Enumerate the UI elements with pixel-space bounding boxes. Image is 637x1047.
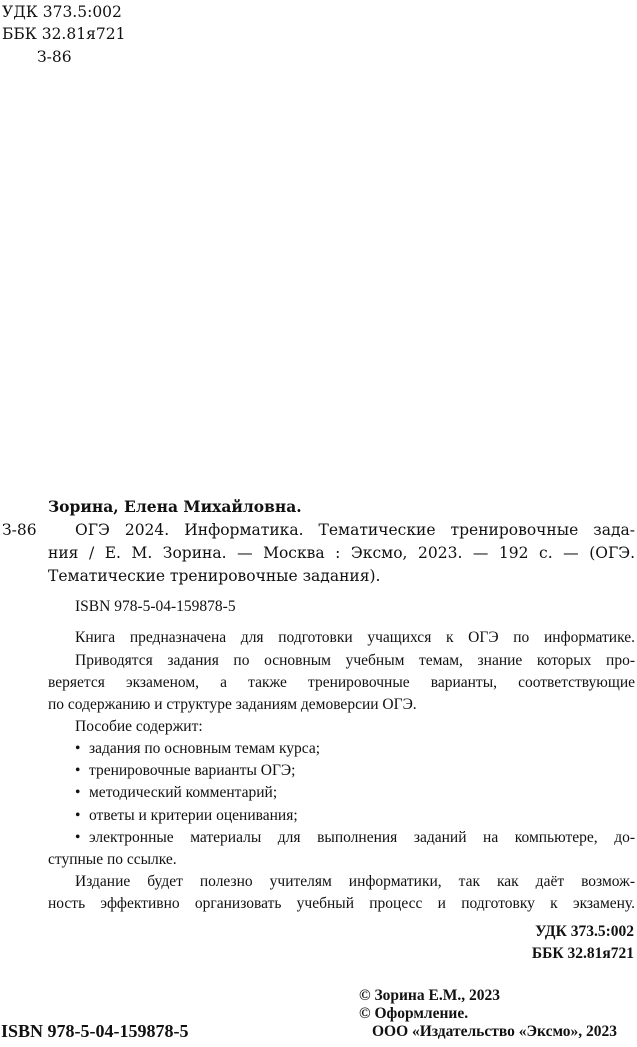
bib-code: З-86 xyxy=(2,521,37,539)
contents-item-continuation: ступные по ссылке. xyxy=(48,851,177,868)
header-udk: УДК 373.5:002 xyxy=(2,3,122,21)
annotation-p1: Книга предназначена для подготовки учащихся к ОГЭ по информатике. xyxy=(75,629,635,646)
bib-line-2: ния / Е. М. Зорина. — Москва : Эксмо, 2023. — 192 с. — (ОГЭ. xyxy=(48,544,635,562)
annotation-p2-line-1: Приводятся задания по основным учебным темам, знание которых про- xyxy=(75,652,635,669)
annotation-p2-line-2: веряется экзаменом, а также тренировочные варианты, соответствующие xyxy=(48,674,635,691)
copyright-author: © Зорина Е.М., 2023 xyxy=(359,987,500,1004)
annotation-p2-line-3: по содержанию и структуре заданиям демоверсии ОГЭ. xyxy=(48,696,417,713)
contents-item: • задания по основным темам курса; xyxy=(75,738,320,760)
contents-item: • ответы и критерии оценивания; xyxy=(75,805,298,827)
bib-isbn: ISBN 978-5-04-159878-5 xyxy=(75,598,236,615)
footer-isbn: ISBN 978-5-04-159878-5 xyxy=(1,1021,189,1041)
contents-title: Пособие содержит: xyxy=(75,718,203,735)
contents-item: • методический комментарий; xyxy=(75,782,277,804)
annotation-p3-line-2: ность эффективно организовать учебный процесс и подготовку к экзамену. xyxy=(48,895,635,912)
right-bbk: ББК 32.81я721 xyxy=(531,945,634,962)
copyright-publisher: ООО «Издательство «Эксмо», 2023 xyxy=(372,1023,618,1040)
bib-author: Зорина, Елена Михайловна. xyxy=(48,497,302,516)
header-code: З-86 xyxy=(37,48,72,66)
contents-item: • электронные материалы для выполнения заданий на компьютере, до- xyxy=(75,827,635,849)
header-bbk: ББК 32.81я721 xyxy=(2,25,126,43)
annotation-p3-line-1: Издание будет полезно учителям информатики, так как даёт возмож- xyxy=(75,873,635,890)
right-udk: УДК 373.5:002 xyxy=(535,923,634,940)
contents-item: • тренировочные варианты ОГЭ; xyxy=(75,760,295,782)
copyright-design: © Оформление. xyxy=(359,1005,469,1022)
bib-line-3: Тематические тренировочные задания). xyxy=(48,567,381,585)
bib-line-1: ОГЭ 2024. Информатика. Тематические тренировочные зада- xyxy=(75,521,635,539)
